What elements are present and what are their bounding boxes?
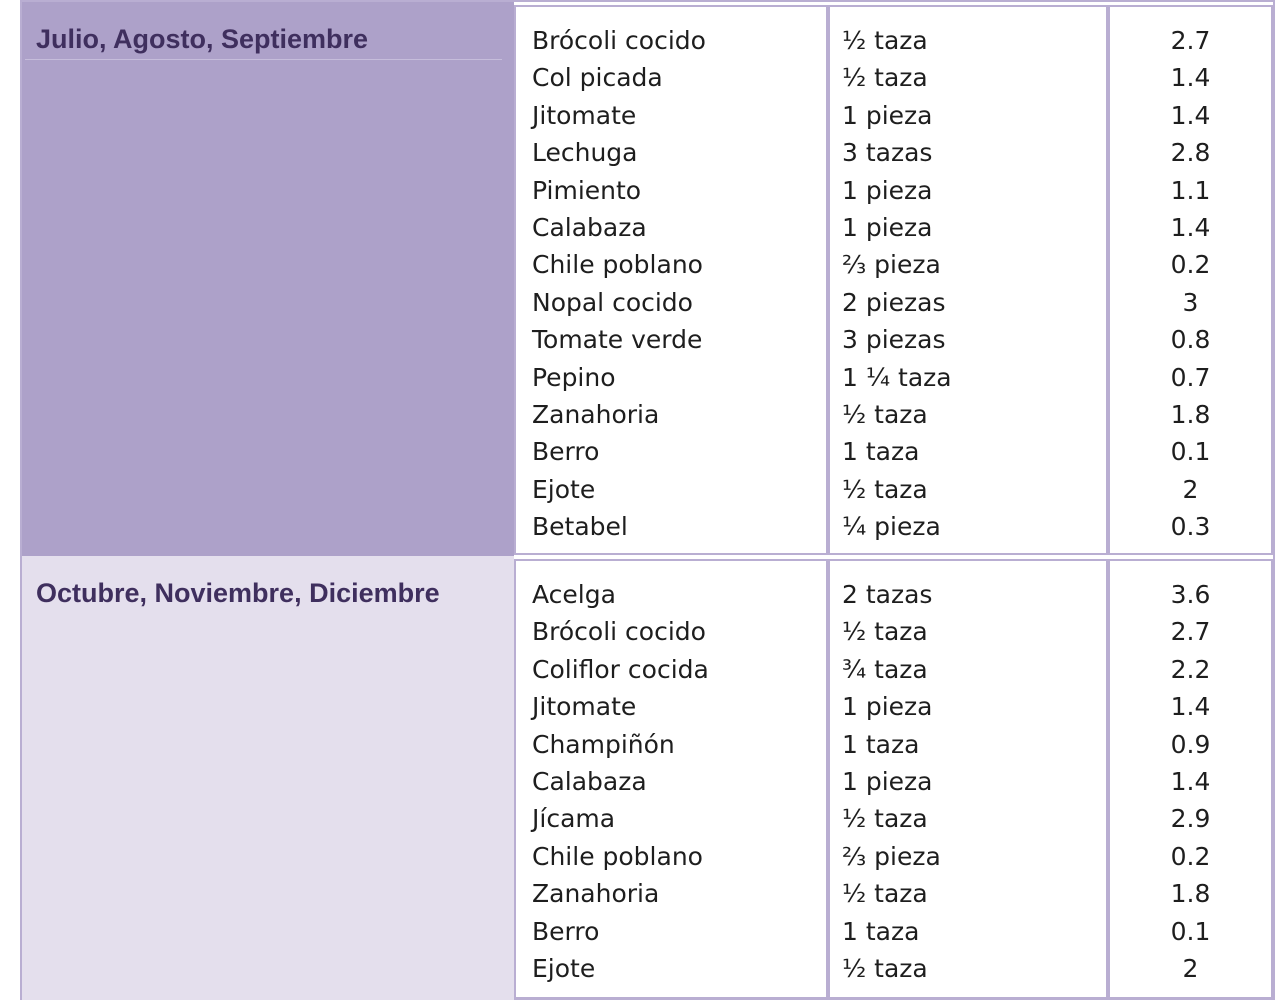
food-name: Betabel <box>532 512 628 542</box>
portion-column <box>828 559 1108 999</box>
food-name: Jícama <box>532 804 616 834</box>
portion-amount: ½ taza <box>842 879 928 909</box>
portion-amount: ⅔ pieza <box>842 250 941 280</box>
nutrient-value: 1.4 <box>1170 767 1211 796</box>
food-name: Pepino <box>532 362 616 392</box>
season-section <box>22 556 1273 1000</box>
nutrient-value: 0.2 <box>1170 250 1211 280</box>
food-name: Berro <box>532 916 600 946</box>
nutrient-value: 1.4 <box>1170 692 1211 722</box>
portion-amount: ½ taza <box>842 954 928 983</box>
portion-amount: 1 taza <box>842 437 920 467</box>
nutrient-value: 3 <box>1182 287 1199 317</box>
food-name: Chile poblano <box>532 250 703 280</box>
portion-amount: ¼ pieza <box>842 512 941 542</box>
value-column <box>1108 5 1273 555</box>
nutrient-value: 1.4 <box>1170 100 1211 130</box>
food-name: Brócoli cocido <box>532 26 706 55</box>
food-name: Chile poblano <box>532 841 703 871</box>
nutrient-value: 1.8 <box>1170 400 1211 429</box>
food-name: Ejote <box>532 954 596 983</box>
nutrient-value: 2.7 <box>1170 26 1211 55</box>
portion-amount: 2 tazas <box>842 580 933 609</box>
season-cell <box>22 2 514 556</box>
food-name: Calabaza <box>532 213 647 242</box>
food-name: Col picada <box>532 63 663 93</box>
nutrient-value: 0.9 <box>1170 729 1211 759</box>
nutrient-value: 0.1 <box>1170 437 1211 467</box>
nutrient-value: 0.8 <box>1170 325 1211 355</box>
food-name: Berro <box>532 437 600 467</box>
portion-amount: ½ taza <box>842 804 928 834</box>
food-name: Zanahoria <box>532 400 660 429</box>
nutrient-value: 2.7 <box>1170 617 1211 647</box>
food-name: Coliflor cocida <box>532 654 709 684</box>
food-name: Acelga <box>532 580 616 609</box>
food-name: Calabaza <box>532 767 647 796</box>
nutrient-value: 1.4 <box>1170 63 1211 93</box>
portion-amount: 1 ¼ taza <box>842 362 952 392</box>
portion-column <box>828 5 1108 555</box>
portion-amount: 1 pieza <box>842 175 933 205</box>
portion-amount: ½ taza <box>842 400 928 429</box>
portion-amount: ⅔ pieza <box>842 841 941 871</box>
portion-amount: ½ taza <box>842 617 928 647</box>
food-column <box>514 5 828 555</box>
nutrient-value: 1.4 <box>1170 213 1211 242</box>
food-name: Brócoli cocido <box>532 617 706 647</box>
portion-amount: 1 pieza <box>842 692 933 722</box>
nutrient-value: 0.2 <box>1170 841 1211 871</box>
nutrient-value: 1.1 <box>1170 175 1211 205</box>
food-name: Zanahoria <box>532 879 660 909</box>
nutrient-value: 0.7 <box>1170 362 1211 392</box>
portion-amount: 1 pieza <box>842 213 933 242</box>
food-name: Nopal cocido <box>532 287 693 317</box>
portion-amount: ¾ taza <box>842 654 928 684</box>
portion-amount: ½ taza <box>842 63 928 93</box>
value-column <box>1108 559 1273 999</box>
season-label: Octubre, Noviembre, Diciembre <box>36 578 440 608</box>
seasonal-vegetables-table <box>20 0 1275 1000</box>
food-column <box>514 559 828 999</box>
portion-amount: 1 taza <box>842 916 920 946</box>
food-name: Pimiento <box>532 175 642 205</box>
portion-amount: 1 pieza <box>842 100 933 130</box>
nutrient-value: 2.8 <box>1170 138 1211 168</box>
nutrient-value: 2.9 <box>1170 804 1211 834</box>
season-cell <box>22 556 514 1000</box>
portion-amount: ½ taza <box>842 474 928 504</box>
portion-amount: 3 tazas <box>842 138 933 168</box>
nutrient-value: 0.1 <box>1170 916 1211 946</box>
nutrient-value: 2.2 <box>1170 654 1211 684</box>
nutrient-value: 1.8 <box>1170 879 1211 909</box>
food-name: Tomate verde <box>532 325 703 355</box>
nutrient-value: 3.6 <box>1170 580 1211 609</box>
food-name: Ejote <box>532 474 596 504</box>
portion-amount: 3 piezas <box>842 325 946 355</box>
food-name: Lechuga <box>532 138 638 168</box>
food-name: Jitomate <box>532 692 637 722</box>
nutrient-value: 0.3 <box>1170 512 1211 542</box>
food-name: Jitomate <box>532 100 637 130</box>
portion-amount: 1 pieza <box>842 767 933 796</box>
portion-amount: 1 taza <box>842 729 920 759</box>
nutrient-value: 2 <box>1182 474 1199 504</box>
portion-amount: 2 piezas <box>842 287 946 317</box>
season-section <box>22 2 1273 556</box>
nutrient-value: 2 <box>1182 954 1199 983</box>
season-label: Julio, Agosto, Septiembre <box>36 24 369 54</box>
food-name: Champiñón <box>532 729 675 759</box>
portion-amount: ½ taza <box>842 26 928 55</box>
